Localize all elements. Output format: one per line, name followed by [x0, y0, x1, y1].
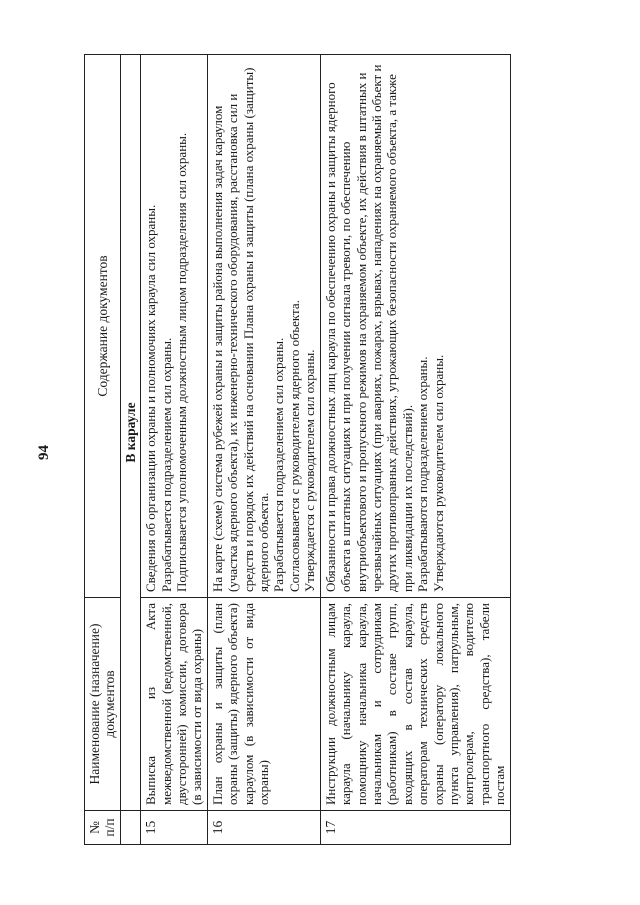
documents-table: [84, 54, 511, 845]
content-line: Согласовывается с руководителем ядерного объекта.: [286, 300, 302, 592]
table-row: [207, 55, 320, 845]
content-line: Разрабатывается подразделением сил охраны.: [158, 337, 174, 592]
content-line: Утверждается с руководителем сил охраны.: [302, 349, 318, 592]
table-row: [141, 55, 208, 845]
row-document-content: [141, 55, 208, 598]
table-row: [320, 55, 510, 845]
header-name: Наименование (назначение) документов: [85, 598, 121, 811]
content-line: На карте (схеме) система рубежей охраны и защиты района выполнения задач караулом (участка ядерного объекта), их инженерно-технического оборудования, расстановка сил и средств и порядок их действий на основании Плана охраны и защиты (плана охраны (защиты) ядерного объекта.: [209, 67, 272, 592]
row-document-content: [320, 55, 510, 598]
content-line: Сведения об организации охраны и полномочиях караула сил охраны.: [143, 204, 159, 592]
table-header-row: [85, 55, 121, 845]
row-number: 17: [320, 811, 510, 845]
row-document-name: Инструкции должностным лицам караула (начальнику караула, помощнику начальника караула, начальникам и сотрудникам (работникам) в составе групп, входящих в состав караула, операторам технических средств охраны (оператору локального пункта управления), патрульным, контролерам, водителю транспортного средства), табели постам: [320, 598, 510, 811]
section-row: [120, 55, 140, 845]
row-document-content: [207, 55, 320, 598]
header-content: Содержание документов: [85, 55, 121, 598]
content-line: Разрабатываются подразделением охраны.: [415, 356, 431, 592]
content-line: Подписывается уполномоченным должностным лицом подразделения сил охраны.: [174, 132, 190, 592]
content-line: Разрабатывается подразделением сил охраны.: [271, 337, 287, 592]
header-number: № п/п: [85, 811, 121, 845]
section-title: В карауле: [120, 55, 140, 811]
content-line: Обязанности и права должностных лиц караула по обеспечению охраны и защиты ядерного объекта в штатных ситуациях и при получении сигнала тревоги, по обеспечению внутриобъектового и пропускного режимов на охраняемом объекте, их действия в штатных и чрезвычайных ситуациях (при авариях, пожарах, взрывах, нападениях на охраняемый объект и других противоправных действиях, угрожающих безопасности охраняемого объекта, а также при ликвидации их последствий).: [322, 64, 415, 592]
content-line: Утверждаются руководителем сил охраны.: [430, 354, 446, 592]
page-number: 94: [36, 445, 52, 460]
section-spacer: [120, 811, 140, 845]
row-document-name: Выписка из Акта межведомственной (ведомственной, двусторонней) комиссии, договора (в зависимости от вида охраны): [141, 598, 208, 811]
row-document-name: План охраны и защиты (план охраны (защиты) ядерного объекта) караулом (в зависимости от вида охраны): [207, 598, 320, 811]
row-number: 16: [207, 811, 320, 845]
row-number: 15: [141, 811, 208, 845]
